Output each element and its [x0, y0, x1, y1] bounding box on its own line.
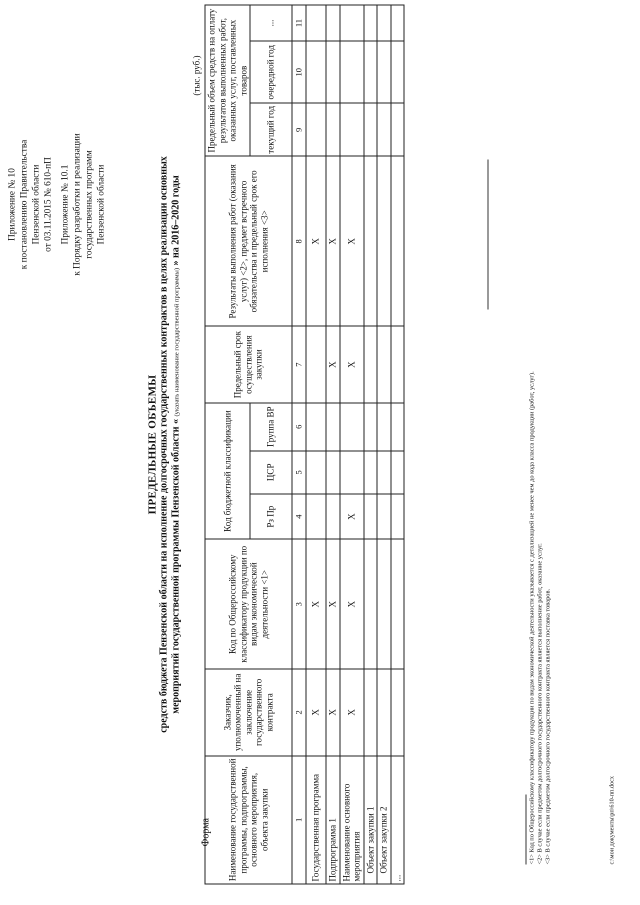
table-cell — [340, 5, 364, 41]
footnote-rule — [526, 795, 527, 865]
column-number: 4 — [292, 494, 306, 540]
table-cell — [306, 494, 326, 540]
column-number: 10 — [292, 41, 306, 103]
header-results: Результаты выполнения работ (оказания услуг) <2>, предмет встречного обязательства и предельный срок его исполнения <3> — [205, 156, 292, 326]
table-cell — [391, 327, 405, 403]
title-line-2: средств бюджета Пензенской области на исполнение долгосрочных государственных контрактов в целях реализации основных — [158, 156, 170, 733]
table-cell — [306, 41, 326, 103]
table-cell — [391, 539, 405, 669]
row-name: Наименование основного мероприятия — [340, 756, 364, 884]
row-name: Государственная программа — [306, 756, 326, 884]
table-cell — [377, 494, 391, 540]
table-cell: Х — [340, 156, 364, 326]
title-line-3 — [171, 65, 184, 825]
header-next-year: очередной год — [250, 41, 292, 103]
table-cell — [340, 41, 364, 103]
table-cell — [364, 451, 378, 494]
header-customer: Заказчик, уполномоченный на заключение государственного контракта — [205, 669, 292, 756]
table-cell — [306, 5, 326, 41]
table-row — [326, 5, 340, 884]
table-cell: Х — [340, 327, 364, 403]
table-cell: Х — [340, 494, 364, 540]
column-number: 7 — [292, 327, 306, 403]
title-main: ПРЕДЕЛЬНЫЕ ОБЪЕМЫ — [146, 374, 159, 515]
table-cell — [364, 669, 378, 756]
table-row — [391, 5, 405, 884]
table-cell — [377, 103, 391, 156]
table-cell — [377, 327, 391, 403]
table-cell — [391, 451, 405, 494]
table-cell — [306, 103, 326, 156]
column-number: 3 — [292, 539, 306, 669]
footnote-1: <1> Код по Общероссийскому классификатору продукции по видам экономической деятельности указывается с детализацией не менее чем до кода класса продукции (работ, услуг). — [528, 371, 536, 865]
table-cell — [364, 5, 378, 41]
header-rz-pr: Рз Пр — [250, 494, 292, 540]
appendix-line: Приложение № 10.1 — [60, 164, 71, 245]
table-cell — [391, 403, 405, 451]
table-cell — [391, 5, 405, 41]
header-more-years: ... — [250, 5, 292, 41]
table-row — [364, 5, 378, 884]
table-cell — [391, 669, 405, 756]
header-csr: ЦСР — [250, 451, 292, 494]
appendix-line: государственных программ — [84, 150, 95, 259]
table-cell — [391, 494, 405, 540]
table-cell — [306, 451, 326, 494]
table-cell — [364, 156, 378, 326]
table-cell — [326, 403, 340, 451]
footnotes — [529, 371, 553, 864]
column-number: 2 — [292, 669, 306, 756]
separator-line — [488, 160, 489, 310]
table-row — [306, 5, 326, 884]
title-line-3-start: мероприятий государственной программы Пензенской области « — [170, 419, 182, 714]
table-cell — [340, 403, 364, 451]
table-cell — [326, 494, 340, 540]
header-okpd: Код по Общероссийскому классификатору продукции по видам экономической деятельности <1> — [205, 539, 292, 669]
row-name: Подпрограмма 1 — [326, 756, 340, 884]
header-vr-group: Группа ВР — [250, 403, 292, 451]
header-name: Наименование государственной программы, подпрограммы, основного мероприятия, объекта закупки — [205, 756, 292, 884]
table-cell — [306, 403, 326, 451]
appendix-header — [7, 60, 108, 350]
table-cell: Х — [326, 327, 340, 403]
table-cell — [326, 451, 340, 494]
footnote-2: <2> В случае если предметом долгосрочного государственного контракта является выполнение работ, оказание услуг. — [536, 543, 544, 865]
table-cell: Х — [326, 539, 340, 669]
title-line-3-end: » на 2016–2020 годы — [170, 175, 182, 266]
appendix-line: к Порядку разработки и реализации — [72, 133, 83, 276]
appendix-line: к постановлению Правительства — [19, 139, 30, 270]
table-cell: Х — [306, 669, 326, 756]
column-number: 8 — [292, 156, 306, 326]
table-cell — [391, 103, 405, 156]
table-row — [340, 5, 364, 884]
units-label: (тыс. руб.) — [191, 55, 202, 96]
header-limit-volume: Предельный объем средств на оплату результатов выполненных работ, оказанных услуг, поставленных товаров — [205, 5, 250, 156]
table-cell — [364, 539, 378, 669]
table-cell — [377, 669, 391, 756]
table-cell — [391, 156, 405, 326]
row-name: Объект закупки 2 — [377, 756, 391, 884]
table-cell — [340, 103, 364, 156]
table-cell — [377, 156, 391, 326]
table-cell: Х — [306, 156, 326, 326]
table-cell — [364, 103, 378, 156]
document-sheet — [1, 0, 640, 905]
table-cell — [377, 451, 391, 494]
table-cell — [364, 327, 378, 403]
table-cell — [377, 41, 391, 103]
appendix-line: Пензенской области — [96, 164, 107, 245]
appendix-line: от 03.11.2015 № 610-пП — [43, 157, 54, 252]
appendix-line: Пензенской области — [31, 164, 42, 245]
column-number: 1 — [292, 756, 306, 884]
table-cell: Х — [326, 669, 340, 756]
header-deadline: Предельный срок осуществления закупки — [205, 327, 292, 403]
table-cell — [377, 5, 391, 41]
table-cell: Х — [340, 539, 364, 669]
column-number: 9 — [292, 103, 306, 156]
footnote-3: <3> В случае если предметом долгосрочного государственного контракта является поставка товаров. — [544, 588, 552, 865]
column-number: 5 — [292, 451, 306, 494]
row-name: Объект закупки 1 — [364, 756, 378, 884]
table-cell: Х — [340, 669, 364, 756]
header-budget-code: Код бюджетной классификации — [205, 403, 250, 540]
file-path: c:\мои документы\рп\610-пп.docx — [608, 776, 616, 865]
table-cell — [377, 539, 391, 669]
column-number: 6 — [292, 403, 306, 451]
table-cell — [364, 403, 378, 451]
header-current-year: текущий год — [250, 103, 292, 156]
table-cell — [391, 41, 405, 103]
program-name-note: (указать наименование государственной программы) — [173, 267, 181, 417]
table-cell — [326, 103, 340, 156]
document-title — [147, 65, 184, 825]
table-row — [377, 5, 391, 884]
form-label: Форма — [200, 818, 212, 847]
row-name: ... — [391, 756, 405, 884]
table-cell: Х — [326, 156, 340, 326]
table-cell — [326, 5, 340, 41]
column-number: 11 — [292, 5, 306, 41]
table-cell — [377, 403, 391, 451]
table-cell — [364, 494, 378, 540]
table-cell — [306, 327, 326, 403]
table-cell: Х — [306, 539, 326, 669]
table-cell — [326, 41, 340, 103]
appendix-line: Приложение № 10 — [7, 168, 18, 241]
table-cell — [340, 451, 364, 494]
limits-table — [205, 5, 405, 885]
table-cell — [364, 41, 378, 103]
